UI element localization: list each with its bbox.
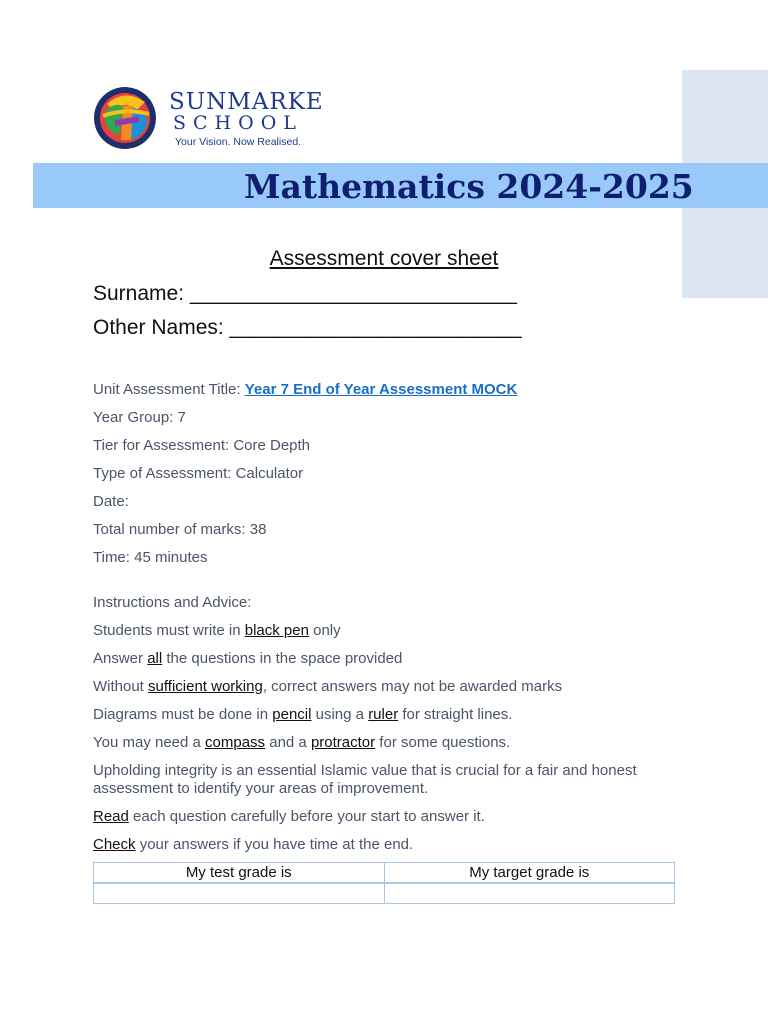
total-marks: Total number of marks: 38 xyxy=(93,521,267,538)
instruction-text: , correct answers may not be awarded marks xyxy=(262,678,563,695)
instruction-text: using a xyxy=(311,706,369,723)
instruction-emphasis: pencil xyxy=(272,706,312,723)
instruction-text: for some questions. xyxy=(375,734,511,751)
test-grade-cell[interactable] xyxy=(94,883,385,904)
instruction-emphasis: Check xyxy=(93,836,136,853)
target-grade-header: My target grade is xyxy=(384,863,675,884)
instruction-text: Without xyxy=(93,678,149,695)
school-logo xyxy=(93,86,323,150)
instruction-item xyxy=(93,808,485,826)
assessment-tier: Tier for Assessment: Core Depth xyxy=(93,437,311,454)
other-names-field[interactable]: Other Names: _________________________ xyxy=(93,316,522,339)
school-name: SUNMARKE xyxy=(169,89,324,115)
school-tagline: Your Vision. Now Realised. xyxy=(175,136,302,148)
instruction-text: for straight lines. xyxy=(398,706,513,723)
instruction-emphasis: protractor xyxy=(310,734,376,751)
instruction-integrity: Upholding integrity is an essential Islamic value that is crucial for a fair and honest assessment to identify your areas of improvement. xyxy=(93,762,637,797)
instruction-text: You may need a xyxy=(93,734,206,751)
instructions-heading: Instructions and Advice: xyxy=(93,594,252,611)
instruction-item xyxy=(93,650,402,668)
assessment-title-label: Unit Assessment Title: xyxy=(93,381,245,398)
grades-entry-row xyxy=(94,883,675,904)
instruction-text: Students must write in xyxy=(93,622,245,639)
instruction-text: the questions in the space provided xyxy=(162,650,403,667)
instruction-item xyxy=(93,836,413,854)
school-word: SCHOOL xyxy=(173,112,303,134)
instruction-emphasis: sufficient working xyxy=(148,678,263,695)
instruction-text: each question carefully before your start to answer it. xyxy=(128,808,485,825)
assessment-type: Type of Assessment: Calculator xyxy=(93,465,304,482)
instruction-emphasis: black pen xyxy=(244,622,309,639)
cover-subtitle: Assessment cover sheet xyxy=(269,247,499,270)
instruction-item xyxy=(93,622,341,640)
instruction-text: Answer xyxy=(93,650,148,667)
surname-field[interactable]: Surname: ____________________________ xyxy=(93,282,517,305)
grades-header-row xyxy=(94,863,675,884)
school-emblem-icon xyxy=(93,86,159,150)
year-group: Year Group: 7 xyxy=(93,409,186,426)
assessment-time: Time: 45 minutes xyxy=(93,549,208,566)
instruction-item xyxy=(93,734,510,752)
instruction-emphasis: ruler xyxy=(368,706,399,723)
instruction-item xyxy=(93,706,512,724)
instruction-text: only xyxy=(308,622,341,639)
instruction-emphasis: all xyxy=(147,650,163,667)
assessment-title-link[interactable]: Year 7 End of Year Assessment MOCK xyxy=(244,381,518,398)
assessment-date: Date: xyxy=(93,493,129,510)
instruction-text: your answers if you have time at the end. xyxy=(135,836,414,853)
instruction-item xyxy=(93,678,562,696)
instruction-text: Diagrams must be done in xyxy=(93,706,273,723)
grades-table xyxy=(93,862,675,904)
page-title: Mathematics 2024-2025 xyxy=(244,167,694,206)
target-grade-cell[interactable] xyxy=(384,883,675,904)
assessment-title-row xyxy=(93,381,517,399)
instruction-text: and a xyxy=(265,734,311,751)
instruction-emphasis: compass xyxy=(205,734,266,751)
test-grade-header: My test grade is xyxy=(94,863,385,884)
instruction-emphasis: Read xyxy=(93,808,129,825)
